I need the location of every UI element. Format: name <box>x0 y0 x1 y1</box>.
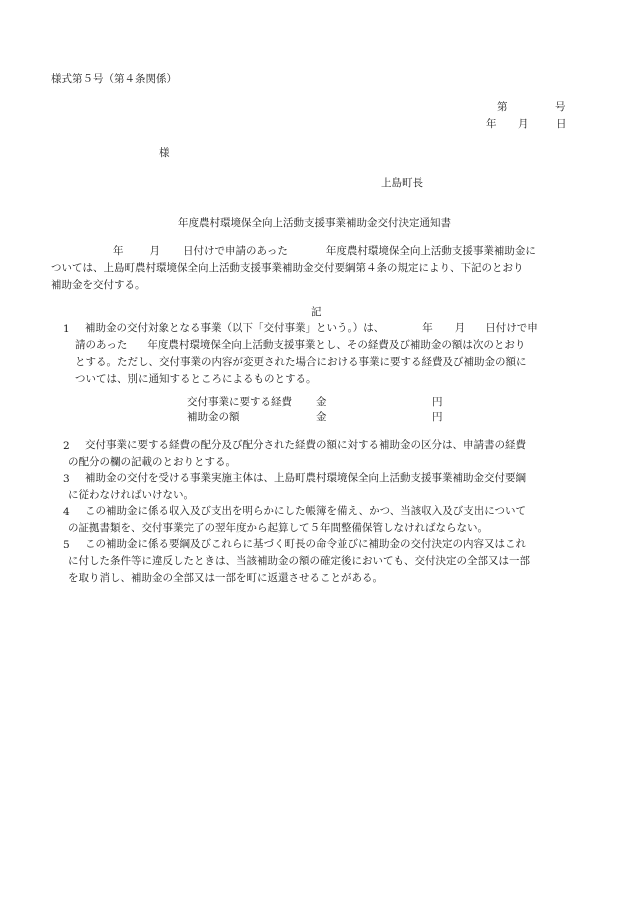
item-1-line-2-a: 請のあった <box>75 339 128 351</box>
item-1-line-4: ついては、別に通知するところによるものとする。 <box>75 373 317 385</box>
item-1-text-a: 補助金の交付対象となる事業（以下「交付事業」という。）は、 <box>85 322 385 334</box>
item-5-line-3: を取り消し、補助金の全部又は一部を町に返還させることがある。 <box>68 572 383 584</box>
item-2 <box>68 437 605 471</box>
number-label: 第 <box>497 101 508 113</box>
ki-heading: 記 <box>311 306 322 318</box>
item-5-number: 5 <box>63 539 70 551</box>
amount-en-2: 円 <box>432 411 443 423</box>
intro-line-2: ついては、上島町農村環境保全向上活動支援事業補助金交付要綱第４条の規定により、下記のとおり <box>51 262 524 274</box>
date-day: 日 <box>556 118 567 130</box>
item-3 <box>68 470 605 504</box>
intro-paragraph <box>51 243 591 294</box>
item-1 <box>75 320 595 388</box>
number-suffix: 号 <box>555 101 566 113</box>
item-5-line-2: に付した条件等に違反したときは、当該補助金の額の確定後においても、交付決定の全部又は一部 <box>68 555 530 567</box>
item-4-line-1: この補助金に係る収入及び支出を明らかにした帳簿を備え、かつ、当該収入及び支出について <box>85 505 526 517</box>
sender: 上島町長 <box>381 177 423 189</box>
intro-line-1 <box>51 243 591 260</box>
amount-label-2: 補助金の額 <box>187 411 240 423</box>
intro-text-1: 日付けで申請のあった <box>183 245 288 257</box>
date-month: 月 <box>518 118 529 130</box>
item-1-line-2 <box>75 337 595 354</box>
intro-year: 年 <box>113 245 124 257</box>
item-4-number: 4 <box>63 506 70 518</box>
amount-en-1: 円 <box>432 396 443 408</box>
recipient-suffix: 様 <box>159 147 170 159</box>
item-1-line-3: とする。ただし、交付事業の内容が変更された場合における事業に要する経費及び補助金の額に <box>75 356 527 368</box>
item-1-text-b: 日付けで申 <box>485 322 538 334</box>
amount-kin-2: 金 <box>316 411 327 423</box>
intro-month: 月 <box>149 245 160 257</box>
item-4 <box>68 503 605 537</box>
item-5 <box>68 536 605 587</box>
item-3-number: 3 <box>63 473 70 485</box>
item-5-line-1: この補助金に係る要綱及びこれらに基づく町長の命令並びに補助金の交付決定の内容又はこれ <box>85 538 526 550</box>
item-2-line-2: の配分の欄の記載のとおりとする。 <box>68 456 236 468</box>
item-1-number: 1 <box>63 323 70 335</box>
date-year: 年 <box>486 118 497 130</box>
amount-label-1: 交付事業に要する経費 <box>187 396 292 408</box>
item-1-line-1 <box>85 320 595 337</box>
intro-text-2: 年度農村環境保全向上活動支援事業補助金に <box>325 245 536 257</box>
item-1-month: 月 <box>454 322 466 334</box>
item-4-line-2: の証拠書類を、交付事業完了の翌年度から起算して５年間整備保管しなければならない。 <box>68 522 488 534</box>
item-1-line-2-b: 年度農村環境保全向上活動支援事業とし、その経費及び補助金の額は次のとおり <box>147 339 526 351</box>
item-2-number: 2 <box>63 440 70 452</box>
document-title: 年度農村環境保全向上活動支援事業補助金交付決定通知書 <box>178 217 451 229</box>
item-1-year: 年 <box>422 322 433 334</box>
form-label: 様式第５号（第４条関係） <box>51 73 177 85</box>
amount-kin-1: 金 <box>316 396 327 408</box>
intro-line-3: 補助金を交付する。 <box>51 279 146 291</box>
item-3-line-2: に従わなければいけない。 <box>68 489 194 501</box>
item-3-line-1: 補助金の交付を受ける事業実施主体は、上島町農村環境保全向上活動支援事業補助金交付要綱 <box>85 472 526 484</box>
item-2-line-1: 交付事業に要する経費の配分及び配分された経費の額に対する補助金の区分は、申請書の経費 <box>85 439 526 451</box>
